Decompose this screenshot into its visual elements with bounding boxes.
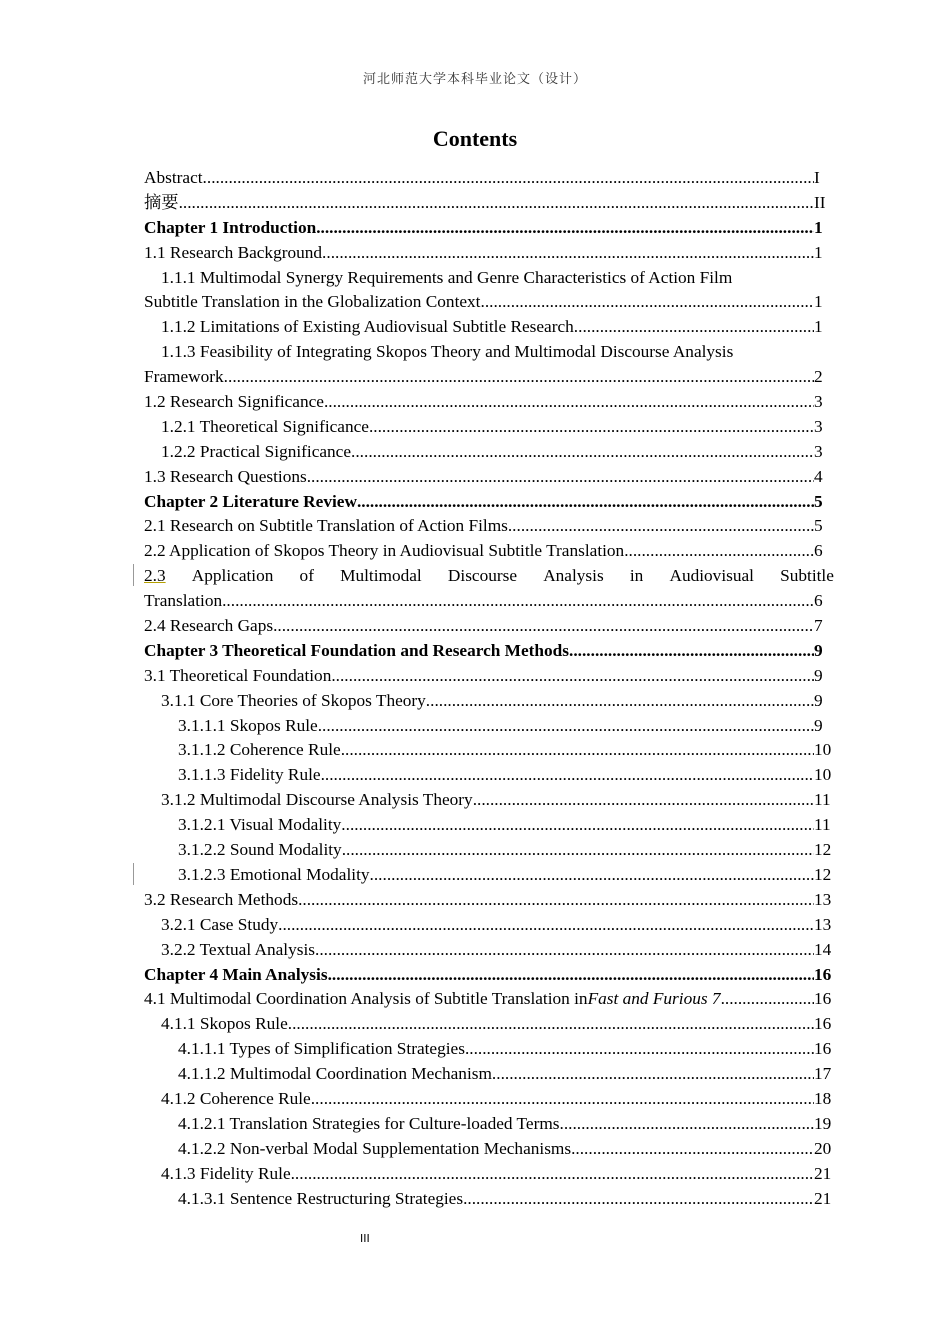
toc-page-number: 3 (814, 441, 823, 461)
toc-page-number: 16 (814, 989, 832, 1009)
toc-page-number: 6 (814, 591, 823, 611)
toc-chapter-entry[interactable] (144, 639, 834, 664)
toc-entry-text: Translation (144, 591, 223, 611)
toc-page-number: 12 (814, 840, 832, 860)
toc-page-number: 5 (814, 516, 823, 536)
toc-entry[interactable] (144, 589, 834, 614)
toc-leader-dots (224, 365, 814, 390)
toc-leader-dots (624, 539, 814, 564)
toc-entry[interactable] (144, 440, 834, 465)
toc-leader-dots (569, 639, 814, 664)
toc-chapter-entry[interactable] (144, 216, 834, 241)
toc-page-number: 10 (814, 740, 832, 760)
toc-page-number: 18 (814, 1088, 832, 1108)
toc-entry-word: Analysis (543, 566, 604, 586)
toc-page-number: 9 (814, 665, 823, 685)
toc-entry[interactable] (144, 241, 834, 266)
toc-entry[interactable] (144, 987, 834, 1012)
toc-page-number: 11 (814, 790, 831, 810)
toc-page-number: 14 (814, 939, 832, 959)
table-of-contents (144, 166, 834, 1211)
toc-entry-text: 3.1 Theoretical Foundation (144, 665, 332, 685)
toc-entry[interactable] (144, 838, 834, 863)
toc-entry-text: Chapter 1 Introduction (144, 217, 317, 237)
toc-leader-dots (492, 1062, 814, 1087)
toc-leader-dots (342, 838, 814, 863)
toc-entry[interactable] (144, 365, 834, 390)
toc-entry-text: 3.2.2 Textual Analysis (161, 939, 315, 959)
toc-entry-text: 4.1.3.1 Sentence Restructuring Strategies (178, 1188, 464, 1208)
toc-leader-dots (574, 315, 814, 340)
toc-page-number: 12 (814, 864, 832, 884)
toc-page-number: 5 (814, 491, 823, 511)
toc-entry-text: 3.1.2.1 Visual Modality (178, 815, 342, 835)
toc-entry-text: 3.1.1 Core Theories of Skopos Theory (161, 690, 426, 710)
toc-entry-text: 2.2 Application of Skopos Theory in Audiovisual Subtitle Translation (144, 541, 625, 561)
toc-page-number: 16 (814, 1014, 832, 1034)
toc-page-number: 3 (814, 392, 823, 412)
toc-entry[interactable] (144, 539, 834, 564)
toc-entry-text: 3.2.1 Case Study (161, 914, 279, 934)
toc-leader-dots (222, 589, 814, 614)
toc-chapter-entry[interactable] (144, 490, 834, 515)
toc-page-number: 9 (814, 690, 823, 710)
toc-page-number: 7 (814, 616, 823, 636)
toc-leader-dots (351, 440, 814, 465)
toc-entry-text: 3.1.1.3 Fidelity Rule (178, 765, 321, 785)
toc-page-number: I (814, 168, 820, 187)
toc-entry-text: Abstract (144, 168, 203, 187)
toc-entry[interactable] (144, 1062, 834, 1087)
toc-entry-word: Discourse (447, 566, 518, 586)
toc-leader-dots (318, 714, 814, 739)
toc-entry-text: 3.1.1.1 Skopos Rule (178, 715, 318, 735)
toc-entry[interactable] (144, 315, 834, 340)
toc-page-number: 11 (814, 815, 831, 835)
toc-leader-dots (307, 465, 814, 490)
toc-entry-text: 3.2 Research Methods (144, 889, 299, 909)
toc-entry-text: Chapter 3 Theoretical Foundation and Research Methods (144, 640, 570, 660)
toc-entry[interactable] (144, 1012, 834, 1037)
toc-entry-text: 4.1.2.1 Translation Strategies for Culture-loaded Terms (178, 1113, 560, 1133)
toc-entry[interactable] (144, 1112, 834, 1137)
toc-entry-text: 1.3 Research Questions (144, 466, 307, 486)
toc-entry[interactable] (144, 1087, 834, 1112)
toc-leader-dots (481, 290, 815, 315)
toc-entry[interactable] (144, 390, 834, 415)
toc-entry-text: 4.1.2.2 Non-verbal Modal Supplementation Mechanisms (178, 1138, 572, 1158)
toc-page-number: 1 (814, 217, 823, 237)
toc-leader-dots (203, 166, 814, 191)
toc-entry-text: 4.1.1 Skopos Rule (161, 1014, 288, 1034)
toc-leader-dots (560, 1112, 815, 1137)
toc-entry-text: 4.1.2 Coherence Rule (161, 1088, 311, 1108)
toc-page-number: 19 (814, 1113, 832, 1133)
toc-entry[interactable] (144, 664, 834, 689)
toc-leader-dots (322, 241, 814, 266)
toc-entry-word: Application (191, 566, 274, 586)
toc-entry-text: 2.4 Research Gaps (144, 616, 274, 636)
toc-entry[interactable] (144, 888, 834, 913)
toc-leader-dots (508, 514, 814, 539)
toc-leader-dots (316, 216, 814, 241)
toc-entry[interactable] (144, 1162, 834, 1187)
toc-leader-dots (341, 813, 814, 838)
page-header: 河北师范大学本科毕业论文（设计） (362, 72, 587, 87)
toc-entry[interactable] (144, 738, 834, 763)
toc-page-number: 6 (814, 541, 823, 561)
toc-leader-dots (465, 1037, 814, 1062)
toc-entry-text: 3.1.2.2 Sound Modality (178, 840, 342, 860)
toc-page-number: 16 (814, 964, 832, 984)
toc-entry[interactable] (144, 465, 834, 490)
toc-page-number: 1 (814, 242, 823, 262)
toc-page-number: II (814, 192, 826, 212)
toc-entry-text: 1.1.2 Limitations of Existing Audiovisual Subtitle Research (161, 317, 574, 337)
toc-entry-line[interactable]: 1.1.1 Multimodal Synergy Requirements and Genre Characteristics of Action Film (161, 267, 733, 287)
page-number: III (360, 1232, 370, 1245)
toc-entry-word: of (299, 566, 314, 586)
toc-page-number: 9 (814, 640, 823, 660)
toc-page-number: 1 (814, 292, 823, 312)
toc-entry-text: Chapter 4 Main Analysis (144, 964, 328, 984)
toc-entry-text: 2.1 Research on Subtitle Translation of Action Films (144, 516, 508, 536)
toc-entry-text: Chapter 2 Literature Review (144, 491, 357, 511)
toc-entry[interactable] (144, 813, 834, 838)
toc-leader-dots (278, 913, 814, 938)
toc-page-number: 4 (814, 466, 823, 486)
toc-entry-text: 1.2 Research Significance (144, 392, 324, 412)
revision-mark (133, 863, 134, 885)
toc-entry-word: in (629, 566, 644, 586)
toc-entry-word: Multimodal (340, 566, 422, 586)
toc-entry[interactable] (144, 191, 834, 216)
toc-page-number: 3 (814, 416, 823, 436)
toc-entry[interactable] (144, 290, 834, 315)
toc-entry-text: 3.1.1.2 Coherence Rule (178, 740, 341, 760)
toc-chapter-entry[interactable] (144, 963, 834, 988)
toc-entry-word: Subtitle (780, 566, 834, 586)
toc-entry[interactable] (144, 1187, 834, 1212)
toc-page-number: 9 (814, 715, 823, 735)
toc-page-number: 16 (814, 1039, 832, 1059)
page-title: Contents (432, 126, 518, 151)
toc-entry-line[interactable]: 1.1.3 Feasibility of Integrating Skopos Theory and Multimodal Discourse Analysis (161, 342, 734, 362)
toc-leader-dots (311, 1087, 814, 1112)
toc-leader-dots (331, 664, 814, 689)
toc-entry[interactable] (144, 614, 834, 639)
toc-leader-dots (273, 614, 814, 639)
toc-entry-word: Audiovisual (669, 566, 754, 586)
toc-entry[interactable] (144, 913, 834, 938)
toc-page-number: 17 (814, 1064, 832, 1084)
toc-leader-dots (721, 987, 814, 1012)
toc-leader-dots (291, 1162, 814, 1187)
toc-entry-text: 1.2.1 Theoretical Significance (161, 416, 369, 436)
toc-entry-text: 4.1 Multimodal Coordination Analysis of Subtitle Translation in (144, 989, 588, 1009)
toc-entry-text: 1.2.2 Practical Significance (161, 441, 352, 461)
toc-leader-dots (315, 938, 814, 963)
toc-entry-text: 3.1.2 Multimodal Discourse Analysis Theory (161, 790, 473, 810)
toc-leader-dots (426, 689, 814, 714)
toc-page-number: 21 (814, 1188, 832, 1208)
toc-page-number: 13 (814, 914, 832, 934)
toc-leader-dots (473, 788, 814, 813)
toc-entry-text: 4.1.1.2 Multimodal Coordination Mechanism (178, 1064, 492, 1084)
toc-page-number: 10 (814, 765, 832, 785)
toc-entry-word: 2.3 (144, 566, 166, 586)
toc-entry-text: Subtitle Translation in the Globalization Context (144, 292, 481, 312)
toc-entry[interactable] (144, 938, 834, 963)
toc-entry[interactable] (144, 863, 834, 888)
toc-entry[interactable] (144, 788, 834, 813)
toc-entry-text: 摘要 (144, 192, 179, 212)
toc-entry-text: Framework (144, 367, 224, 387)
toc-leader-dots (179, 191, 814, 216)
toc-entry[interactable] (144, 166, 834, 191)
toc-page-number: 13 (814, 889, 832, 909)
toc-leader-dots (463, 1187, 814, 1212)
revision-mark (133, 564, 134, 586)
toc-entry[interactable] (144, 714, 834, 739)
toc-leader-dots (321, 763, 814, 788)
toc-page-number: 20 (814, 1138, 832, 1158)
toc-leader-dots (341, 738, 814, 763)
toc-page-number: 21 (814, 1163, 832, 1183)
toc-entry-italic-title: Fast and Furious 7 (587, 989, 721, 1009)
toc-entry[interactable] (144, 1037, 834, 1062)
toc-leader-dots (370, 863, 814, 888)
toc-leader-dots (369, 415, 814, 440)
toc-leader-dots (288, 1012, 814, 1037)
toc-entry[interactable] (144, 415, 834, 440)
toc-page-number: 1 (814, 317, 823, 337)
toc-entry-text: 4.1.1.1 Types of Simplification Strategies (178, 1039, 465, 1059)
toc-leader-dots (298, 888, 814, 913)
toc-entry-text: 4.1.3 Fidelity Rule (161, 1163, 291, 1183)
toc-entry[interactable] (144, 514, 834, 539)
toc-entry-text: 3.1.2.3 Emotional Modality (178, 864, 370, 884)
toc-entry[interactable] (144, 689, 834, 714)
toc-page-number: 2 (814, 367, 823, 387)
toc-leader-dots (324, 390, 814, 415)
toc-entry-line[interactable] (144, 564, 834, 589)
toc-leader-dots (328, 963, 814, 988)
toc-leader-dots (571, 1137, 814, 1162)
toc-leader-dots (357, 490, 814, 515)
toc-entry[interactable] (144, 763, 834, 788)
toc-entry[interactable] (144, 1137, 834, 1162)
toc-entry-text: 1.1 Research Background (144, 242, 323, 262)
